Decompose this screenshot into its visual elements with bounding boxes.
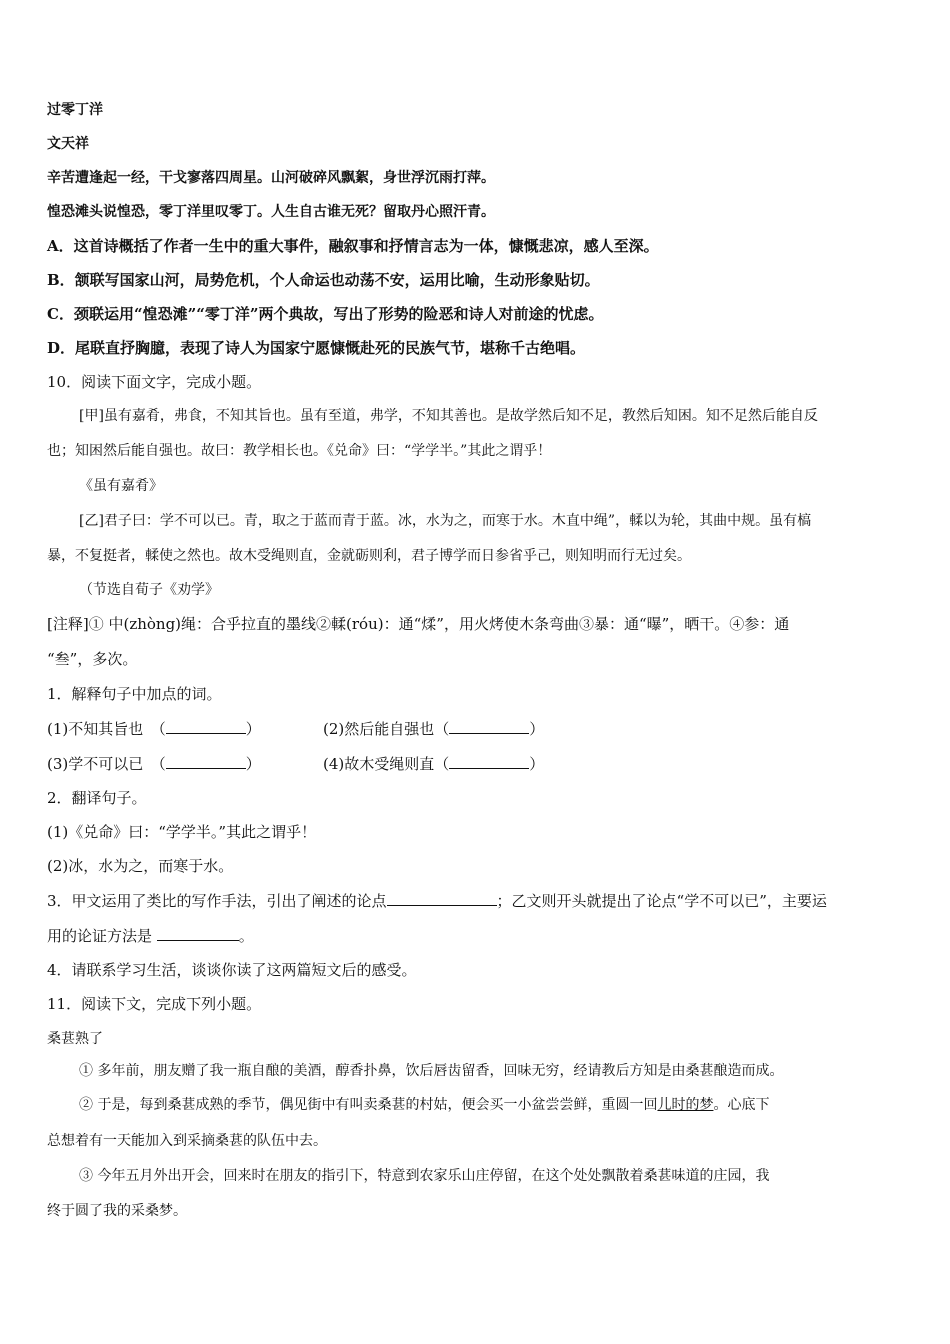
answer-blank[interactable] [166,752,246,769]
q11-heading: 11．阅读下文，完成下列小题。 [47,995,262,1013]
para-2-line-2: 总想着有一天能加入到采摘桑葚的队伍中去。 [47,1133,327,1149]
poem-author: 文天祥 [47,136,89,152]
poem-line-2: 惶恐滩头说惶恐，零丁洋里叹零丁。人生自古谁无死？留取丹心照汗青。 [47,204,495,220]
jia-line-2: 也；知困然后能自强也。故曰：教学相长也。《兑命》曰：“学学半。”其此之谓乎！ [47,443,552,459]
option-c: C．颈联运用“惶恐滩”“零丁洋”两个典故，写出了形势的险恶和诗人对前途的忧虑。 [47,305,604,323]
sub1-item-1: (1)不知其旨也 （ ） [47,717,261,740]
yi-source: （节选自荀子《劝学》 [79,582,219,598]
para-2-line-1: ② 于是，每到桑葚成熟的季节，偶见街中有叫卖桑葚的村姑，便会买一小盆尝尝鲜，重圆一回儿时的梦。心底下 [79,1097,770,1113]
option-a: A．这首诗概括了作者一生中的重大事件，融叙事和抒情言志为一体，慷慨悲凉，感人至深。 [47,237,659,255]
answer-blank[interactable] [449,752,529,769]
sub1-item-3: (3)学不可以已 （ ） [47,752,261,775]
para-1: ① 多年前，朋友赠了我一瓶自酿的美酒，醇香扑鼻，饮后唇齿留香，回味无穷，经请教后方知是由桑葚酿造而成。 [79,1063,784,1079]
sub1-item-4: (4)故木受绳则直（ ） [323,752,544,775]
answer-blank[interactable] [157,924,239,941]
q10-heading: 10．阅读下面文字，完成小题。 [47,373,262,391]
yi-line-1: [乙]君子曰：学不可以已。青，取之于蓝而青于蓝。冰，水为之，而寒于水。木直中绳”，輮以为轮，其曲中规。虽有槁 [79,513,812,529]
sub2-heading: 2．翻译句子。 [47,789,147,807]
answer-blank[interactable] [449,717,529,734]
poem-title: 过零丁洋 [47,102,103,118]
note-line-2: “叁”，多次。 [47,650,138,668]
sub3-line-1: 3．甲文运用了类比的写作手法，引出了阐述的论点 ；乙文则开头就提出了论点“学不可以已”，主要运 [47,889,827,912]
jia-source: 《虽有嘉肴》 [79,478,163,494]
option-b: B．颔联写国家山河，局势危机，个人命运也动荡不安，运用比喻，生动形象贴切。 [47,271,600,289]
underlined-phrase: 儿时的梦 [657,1097,714,1113]
sub2-item-2: (2)冰，水为之，而寒于水。 [47,857,234,875]
sub3-line-2: 用的论证方法是 。 [47,924,254,947]
sub4: 4．请联系学习生活，谈谈你读了这两篇短文后的感受。 [47,961,417,979]
article-title: 桑葚熟了 [47,1031,103,1047]
answer-blank[interactable] [387,889,497,906]
poem-line-1: 辛苦遭逢起一经，干戈寥落四周星。山河破碎风飘絮，身世浮沉雨打萍。 [47,170,495,186]
sub2-item-1: (1)《兑命》曰：“学学半。”其此之谓乎！ [47,823,317,841]
option-d: D．尾联直抒胸臆，表现了诗人为国家宁愿慷慨赴死的民族气节，堪称千古绝唱。 [47,339,586,357]
para-3-line-1: ③ 今年五月外出开会，回来时在朋友的指引下，特意到农家乐山庄停留，在这个处处飘散着桑葚味道的庄园，我 [79,1168,770,1184]
yi-line-2: 暴，不复挺者，輮使之然也。故木受绳则直，金就砺则利，君子博学而日参省乎己，则知明而行无过矣。 [47,548,691,564]
para-3-line-2: 终于圆了我的采桑梦。 [47,1203,187,1219]
sub1-heading: 1．解释句子中加点的词。 [47,685,222,703]
sub1-item-2: (2)然后能自强也（ ） [323,717,544,740]
answer-blank[interactable] [166,717,246,734]
note-line-1: [注释]① 中(zhòng)绳：合乎拉直的墨线②輮(róu)：通“煣”，用火烤使木条弯曲③暴：通“曝”，晒干。④参：通 [47,615,790,633]
jia-line-1: [甲]虽有嘉肴，弗食，不知其旨也。虽有至道，弗学，不知其善也。是故学然后知不足，教然后知困。知不足然后能自反 [79,408,818,424]
